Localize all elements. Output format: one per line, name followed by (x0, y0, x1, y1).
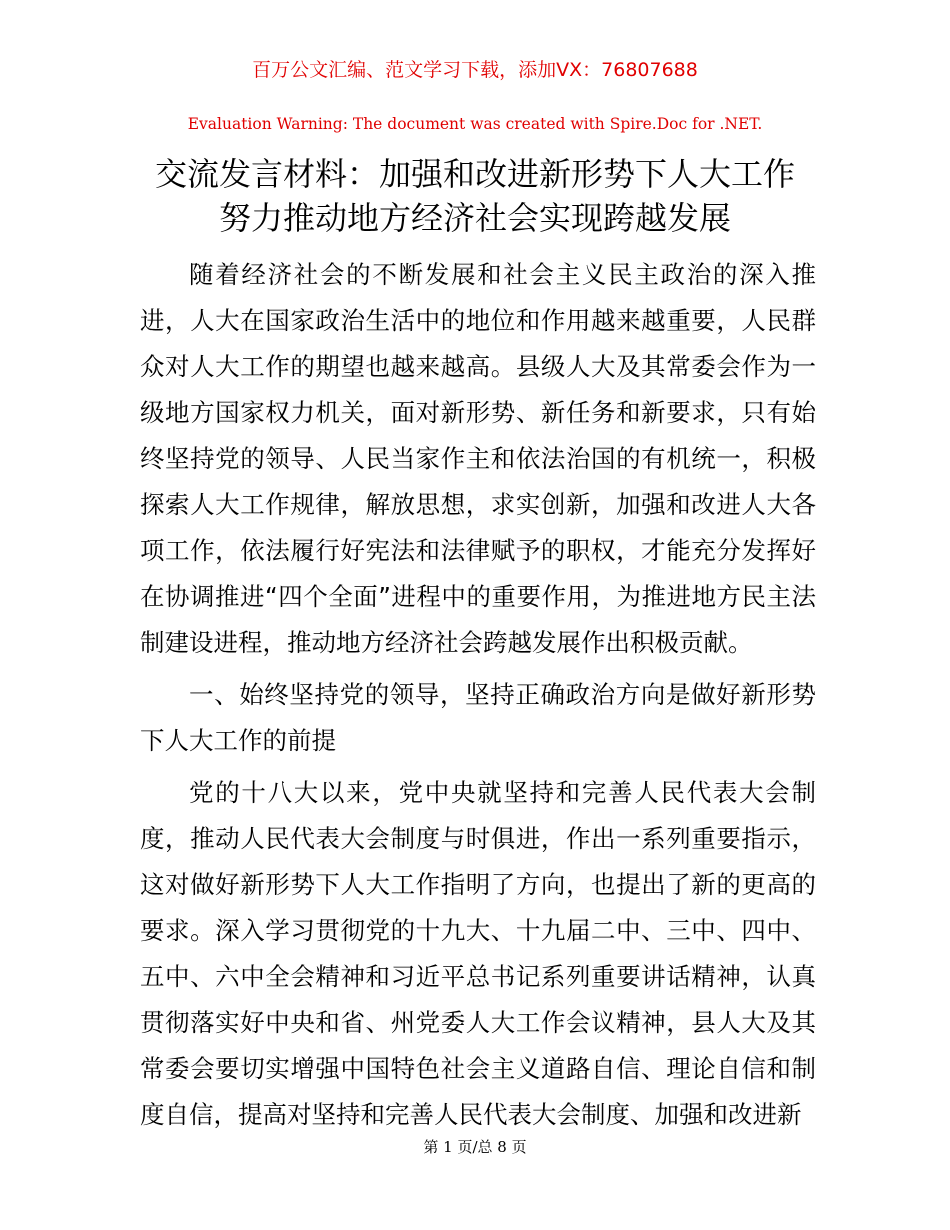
title-line-2: 努力推动地方经济社会实现跨越发展 (218, 199, 731, 237)
paragraph-section-1: 党的十八大以来，党中央就坚持和完善人民代表大会制度，推动人民代表大会制度与时俱进，作出一系列重要指示，这对做好新形势下人大工作指明了方向，也提出了新的更高的要求。深入学习贯彻党的十九大、十九届二中、三中、四中、五中、六中全会精神和习近平总书记系列重要讲话精神，认真贯彻落实好中央和省、州党委人大工作会议精神，县人大及其常委会要切实增强中国特色社会主义道路自信、理论自信和制度自信，提高对坚持和完善人民代表大会制度、加强和改进新 (140, 778, 816, 1129)
document-body (140, 252, 816, 1138)
evaluation-warning: Evaluation Warning: The document was created with Spire.Doc for .NET. (187, 115, 763, 133)
section-heading-1: 一、始终坚持党的领导，坚持正确政治方向是做好新形势下人大工作的前提 (140, 680, 816, 755)
title-line-1: 交流发言材料：加强和改进新形势下人大工作 (154, 155, 795, 193)
paragraph-intro: 随着经济社会的不断发展和社会主义民主政治的深入推进，人大在国家政治生活中的地位和作用越来越重要，人民群众对人大工作的期望也越来越高。县级人大及其常委会作为一级地方国家权力机关，面对新形势、新任务和新要求，只有始终坚持党的领导、人民当家作主和依法治国的有机统一，积极探索人大工作规律，解放思想，求实创新，加强和改进人大各项工作，依法履行好宪法和法律赋予的职权，才能充分发挥好在协调推进“四个全面”进程中的重要作用，为推进地方民主法制建设进程，推动地方经济社会跨越发展作出积极贡献。 (140, 260, 816, 657)
document-title (100, 152, 850, 240)
promo-header: 百万公文汇编、范文学习下载，添加VX：76807688 (252, 59, 698, 81)
page-number: 第 1 页/总 8 页 (423, 1138, 527, 1156)
